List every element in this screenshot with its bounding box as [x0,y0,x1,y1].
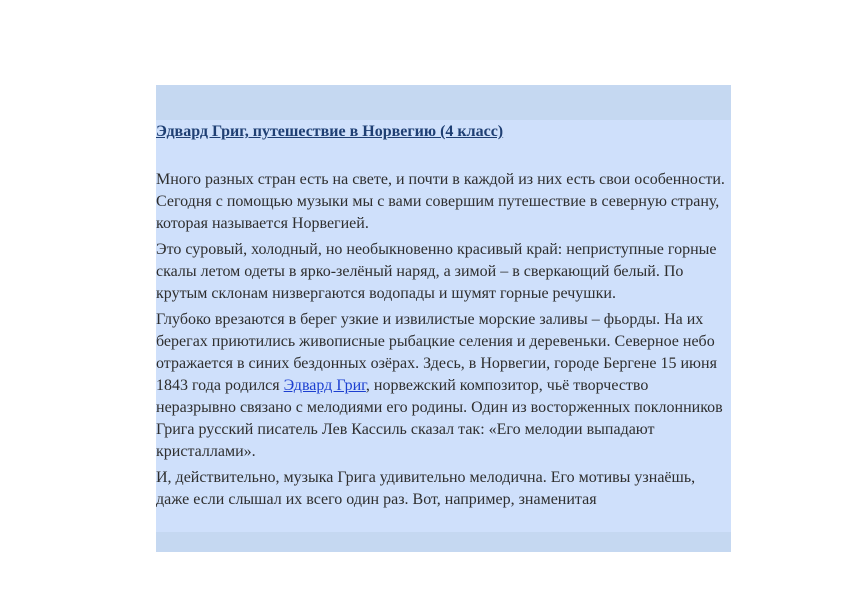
edvard-grieg-link[interactable]: Эдвард Григ [283,377,366,394]
panel-bottom-band [156,532,731,552]
paragraph-melody: И, действительно, музыка Грига удивительно мелодична. Его мотивы узнаёшь, даже если слышал их всего один раз. Вот, например, знаменитая [156,469,696,508]
paragraph-landscape: Это суровый, холодный, но необыкновенно красивый край: неприступные горные скалы летом одеты в ярко-зелёный наряд, а зимой – в сверкающий белый. По крутым склонам низвергаются водопады и шумят горные речушки. [156,241,717,302]
paragraph-fjords [156,309,731,463]
document-title-link[interactable]: Эдвард Григ, путешествие в Норвегию (4 класс) [156,123,504,140]
document-body [156,121,731,532]
paragraph-intro: Много разных стран есть на свете, и почти в каждой из них есть свои особенности. Сегодня с помощью музыки мы с вами совершим путешествие в северную страну, которая называется Норвегией. [156,171,725,232]
paragraph-fjords-text-before: Глубоко врезаются в берег узкие и извилистые морские заливы – фьорды. На их берегах приютились живописные рыбацкие селения и деревеньки. Северное небо отражается в синих бездонных озёрах. Здесь, в Норвегии, городе Бергене 15 июня 1843 года родился [156,311,717,394]
slide-panel [156,85,731,552]
panel-top-band [156,85,731,120]
paragraph-fjords-text-after: , норвежский композитор, чьё творчество неразрывно связано с мелодиями его родины. Один из восторженных поклонников Грига русский писатель Лев Кассиль сказал так: «Его мелодии выпадают кристаллами». [156,377,723,460]
